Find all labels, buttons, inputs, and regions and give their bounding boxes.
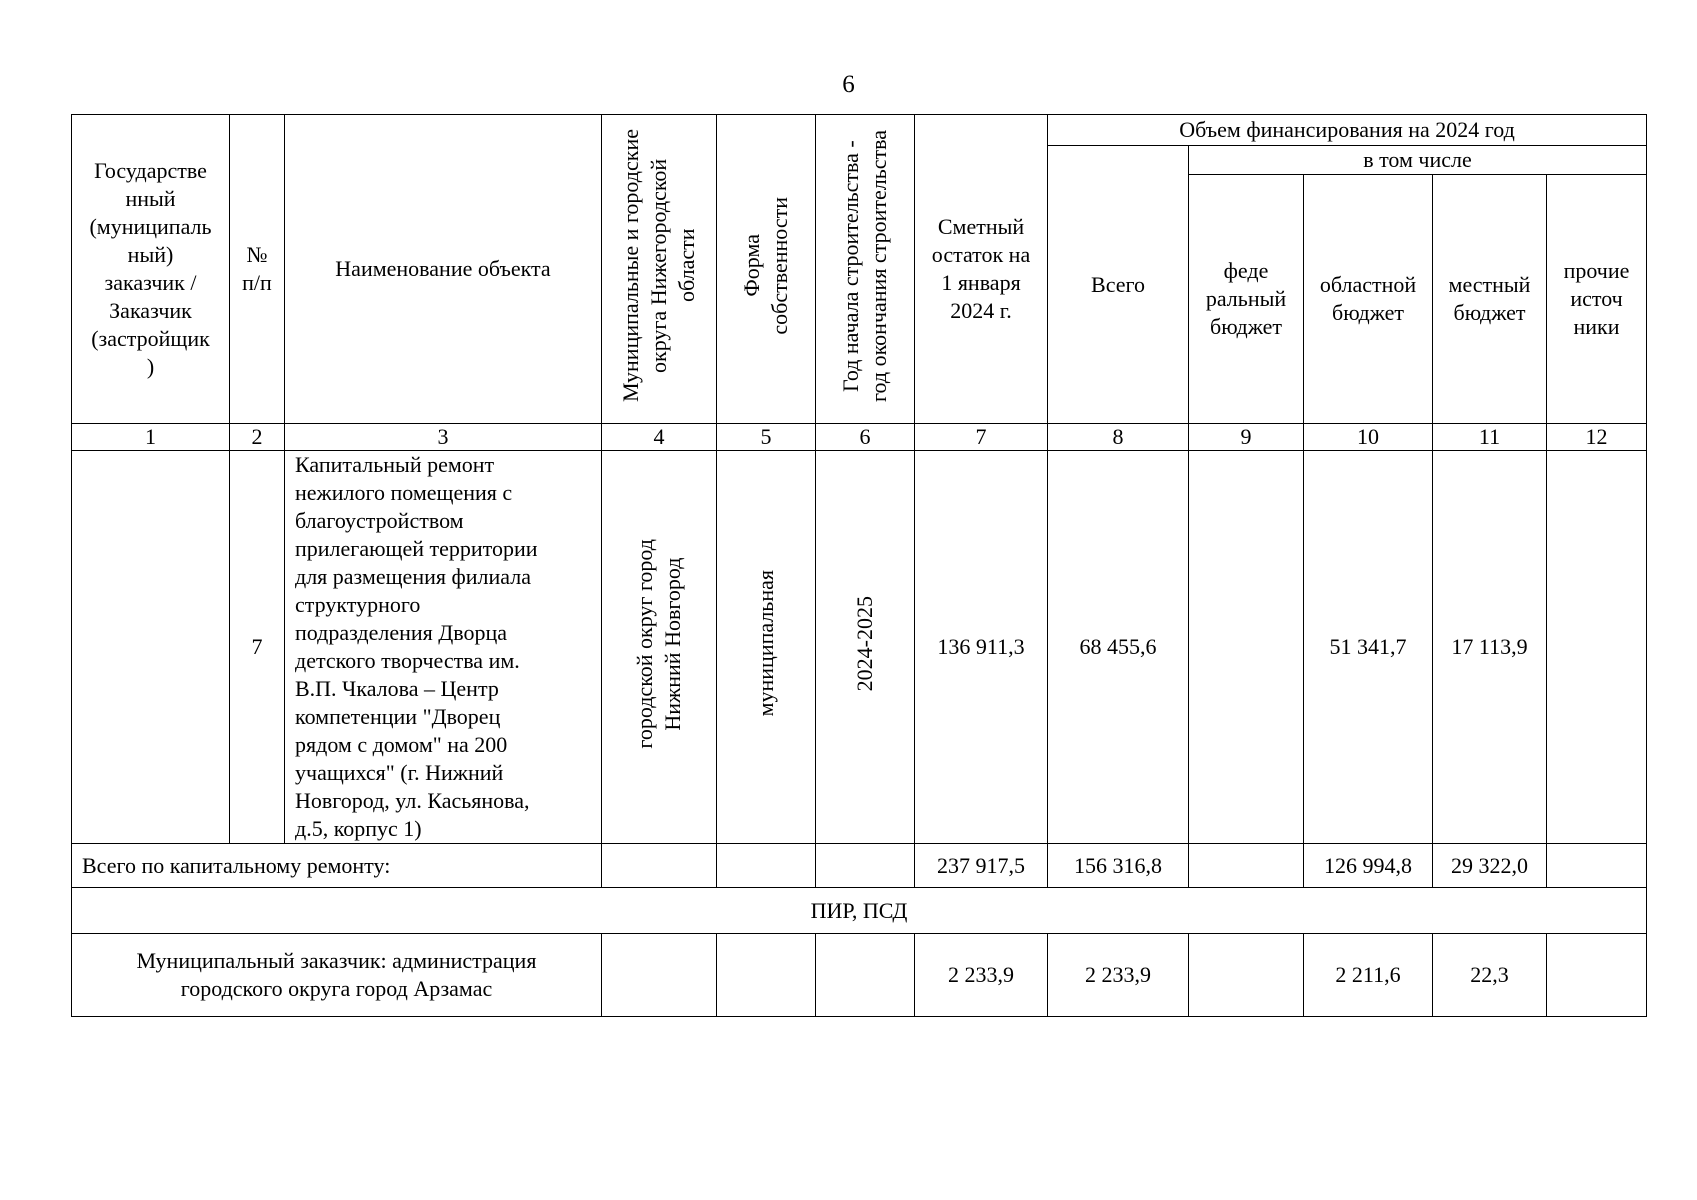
column-number: 7 [915, 424, 1048, 451]
cell-customer [72, 451, 230, 844]
customer-total: 2 233,9 [1048, 934, 1189, 1017]
cell-estimate: 136 911,3 [915, 451, 1048, 844]
column-number: 6 [816, 424, 915, 451]
cell-ownership [717, 451, 816, 844]
header-federal: феде ральный бюджет [1189, 175, 1304, 424]
cell-local: 17 113,9 [1433, 451, 1547, 844]
customer-federal [1189, 934, 1304, 1017]
cell-years-text: 2024-2025 [852, 595, 877, 692]
header-total: Всего [1048, 146, 1189, 424]
column-number: 1 [72, 424, 230, 451]
customer-empty-cell [717, 934, 816, 1017]
customer-empty-cell [602, 934, 717, 1017]
customer-other [1547, 934, 1647, 1017]
header-funding-title: Объем финансирования на 2024 год [1048, 115, 1647, 146]
customer-label: Муниципальный заказчик: администрация городского округа город Арзамас [72, 934, 602, 1017]
total-label: Всего по капитальному ремонту: [72, 844, 602, 888]
table-row-customer [72, 934, 1647, 1017]
cell-district [602, 451, 717, 844]
header-customer: Государстве нный (муниципаль ный) заказчик / Заказчик (застройщик ) [72, 115, 230, 424]
cell-number: 7 [230, 451, 285, 844]
total-regional: 126 994,8 [1304, 844, 1433, 888]
header-including: в том числе [1189, 146, 1647, 175]
header-local: местный бюджет [1433, 175, 1547, 424]
customer-local: 22,3 [1433, 934, 1547, 1017]
total-empty-cell [816, 844, 915, 888]
column-number: 10 [1304, 424, 1433, 451]
column-number: 5 [717, 424, 816, 451]
total-estimate: 237 917,5 [915, 844, 1048, 888]
header-district: Муниципальные и городские округа Нижегородской области [618, 129, 699, 402]
cell-district-text: городской округ город Нижний Новгород [632, 538, 685, 749]
column-number: 8 [1048, 424, 1189, 451]
column-number: 4 [602, 424, 717, 451]
total-other [1547, 844, 1647, 888]
header-district-cell [602, 115, 717, 424]
column-number: 3 [285, 424, 602, 451]
cell-federal [1189, 451, 1304, 844]
header-other: прочие источ ники [1547, 175, 1647, 424]
cell-object-name: Капитальный ремонт нежилого помещения с благоустройством прилегающей территории для размещения филиала структурного подразделения Дворца детского творчества им. В.П. Чкалова – Центр компетенции "Дворец рядом с домом" на 200 учащихся" (г. Нижний Новгород, ул. Касьянова, д.5, корпус 1) [285, 451, 602, 844]
header-regional: областной бюджет [1304, 175, 1433, 424]
total-sum: 156 316,8 [1048, 844, 1189, 888]
header-years-cell [816, 115, 915, 424]
total-local: 29 322,0 [1433, 844, 1547, 888]
column-number: 9 [1189, 424, 1304, 451]
header-ownership: Форма собственности [739, 196, 792, 335]
cell-years [816, 451, 915, 844]
column-number: 11 [1433, 424, 1547, 451]
header-object-name: Наименование объекта [285, 115, 602, 424]
header-row-1 [72, 115, 1647, 146]
customer-estimate: 2 233,9 [915, 934, 1048, 1017]
page-number: 6 [842, 71, 855, 98]
header-ownership-cell [717, 115, 816, 424]
column-number: 12 [1547, 424, 1647, 451]
cell-other [1547, 451, 1647, 844]
column-number: 2 [230, 424, 285, 451]
total-federal [1189, 844, 1304, 888]
table-row-total [72, 844, 1647, 888]
header-estimate: Сметный остаток на 1 января 2024 г. [915, 115, 1048, 424]
cell-total: 68 455,6 [1048, 451, 1189, 844]
customer-empty-cell [816, 934, 915, 1017]
cell-regional: 51 341,7 [1304, 451, 1433, 844]
total-empty-cell [717, 844, 816, 888]
column-number-row [72, 424, 1647, 451]
total-empty-cell [602, 844, 717, 888]
header-number: № п/п [230, 115, 285, 424]
section-title: ПИР, ПСД [72, 888, 1647, 934]
customer-regional: 2 211,6 [1304, 934, 1433, 1017]
funding-table [71, 114, 1647, 1017]
cell-ownership-text: муниципальная [753, 570, 778, 717]
section-row [72, 888, 1647, 934]
table-row-object [72, 451, 1647, 844]
header-years: Год начала строительства - год окончания строительства [838, 129, 891, 402]
